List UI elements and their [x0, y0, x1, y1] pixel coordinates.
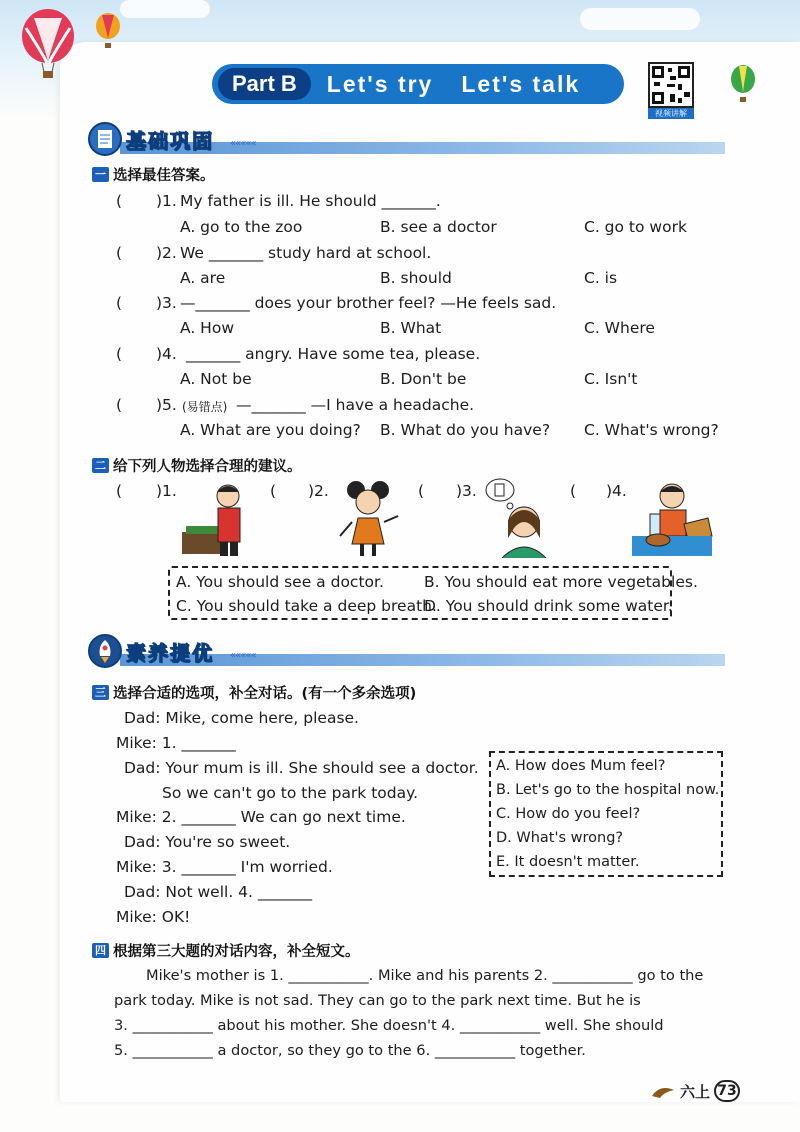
dialogue-line: So we can't go to the park today. [162, 784, 418, 802]
question-number: )5. [156, 396, 177, 414]
error-prone-tag: (易错点) [182, 400, 228, 414]
question-4-heading: 四 根据第三大题的对话内容，补全短文。 [92, 940, 360, 961]
dialogue-option: A. How does Mum feel? [496, 758, 666, 774]
lesson-title-try: Let's try [326, 70, 434, 97]
hot-air-balloon-icon [728, 64, 758, 106]
answer-paren-open[interactable]: ( [116, 482, 123, 500]
option-c: C. go to work [584, 218, 687, 236]
section-title-advanced: 素养提优 [126, 641, 214, 665]
dialogue-option: D. What's wrong? [496, 830, 624, 846]
boy-holding-plate-illustration [180, 478, 250, 558]
option-a: A. How [180, 319, 235, 337]
boy-eating-meat-illustration [628, 478, 714, 558]
dialogue-line: Dad: Your mum is ill. She should see a doctor. [124, 759, 479, 777]
option-c: C. What's wrong? [584, 421, 719, 439]
picture-number: )4. [606, 482, 627, 500]
dialogue-line: Dad: Mike, come here, please. [124, 709, 359, 727]
suggestion-option: C. You should take a deep breath. [176, 597, 437, 615]
dialogue-line: Dad: You're so sweet. [124, 833, 291, 851]
page-footer [650, 1080, 740, 1102]
girl-crying-illustration [336, 478, 402, 558]
dialogue-option: E. It doesn't matter. [496, 854, 640, 870]
picture-number: )2. [308, 482, 329, 500]
option-a: A. go to the zoo [180, 218, 303, 236]
answer-paren-open[interactable]: ( [116, 294, 123, 312]
answer-paren-open[interactable]: ( [116, 244, 123, 262]
hot-air-balloon-icon [14, 8, 84, 80]
section-title-basic: 基础巩固 [126, 129, 214, 153]
page-number: 73 [714, 1080, 740, 1102]
option-c: C. Where [584, 319, 655, 337]
passage-line: 3. ___________ about his mother. She doesn't 4. ___________ well. She should [114, 1017, 664, 1034]
option-b: B. What [380, 319, 442, 337]
hot-air-balloon-icon [92, 12, 124, 50]
answer-paren-open[interactable]: ( [570, 482, 577, 500]
question-stem: We _______ study hard at school. [180, 244, 432, 262]
question-number: )3. [156, 294, 177, 312]
passage-line: park today. Mike is not sad. They can go to the park next time. But he is [114, 992, 641, 1009]
lesson-title-talk: Let's talk [461, 70, 581, 97]
question-number: )2. [156, 244, 177, 262]
picture-number: )1. [156, 482, 177, 500]
option-b: B. see a doctor [380, 218, 497, 236]
option-b: B. Don't be [380, 370, 467, 388]
passage-line: 5. ___________ a doctor, so they go to the 6. ___________ together. [114, 1042, 586, 1059]
question-stem: —_______ does your brother feel? —He feels sad. [180, 294, 557, 312]
dialogue-line: Mike: 2. _______ We can go next time. [116, 808, 406, 826]
dialogue-line: Mike: 1. _______ [116, 734, 236, 752]
suggestion-option: A. You should see a doctor. [176, 573, 384, 591]
suggestion-option: B. You should eat more vegetables. [424, 573, 698, 591]
lesson-header [212, 64, 624, 104]
question-stem: —_______ —I have a headache. [236, 396, 475, 414]
dots-decoration: ««««« [230, 650, 256, 661]
suggestion-option: D. You should drink some water. [424, 597, 673, 615]
question-stem: My father is ill. He should _______. [180, 192, 441, 210]
bird-icon [650, 1082, 676, 1100]
answer-paren-open[interactable]: ( [116, 345, 123, 363]
cloud-decoration [580, 8, 700, 30]
dialogue-option: B. Let's go to the hospital now. [496, 782, 720, 798]
option-a: A. are [180, 269, 226, 287]
question-2-heading: 二 给下列人物选择合理的建议。 [92, 455, 302, 476]
dots-decoration: ««««« [230, 138, 256, 149]
question-number: )4. [156, 345, 177, 363]
part-label: Part B [218, 68, 311, 100]
option-b: B. should [380, 269, 452, 287]
answer-paren-open[interactable]: ( [270, 482, 277, 500]
question-number: )1. [156, 192, 177, 210]
girl-thinking-illustration [480, 476, 550, 558]
answer-paren-open[interactable]: ( [418, 482, 425, 500]
dialogue-line: Mike: 3. _______ I'm worried. [116, 858, 333, 876]
answer-paren-open[interactable]: ( [116, 396, 123, 414]
dialogue-option: C. How do you feel? [496, 806, 641, 822]
picture-number: )3. [456, 482, 477, 500]
notebook-icon [88, 122, 122, 156]
option-c: C. is [584, 269, 618, 287]
answer-paren-open[interactable]: ( [116, 192, 123, 210]
option-a: A. Not be [180, 370, 252, 388]
qr-code-icon[interactable] [648, 62, 694, 108]
option-b: B. What do you have? [380, 421, 551, 439]
cloud-decoration [120, 0, 210, 18]
question-stem: _______ angry. Have some tea, please. [186, 345, 481, 363]
dialogue-line: Mike: OK! [116, 908, 191, 926]
qr-caption: 视频讲解 [648, 108, 694, 119]
passage-line: Mike's mother is 1. ___________. Mike and his parents 2. ___________ go to the [146, 967, 704, 984]
question-1-heading: 一 选择最佳答案。 [92, 164, 215, 185]
question-3-heading: 三 选择合适的选项，补全对话。(有一个多余选项) [92, 682, 416, 703]
option-a: A. What are you doing? [180, 421, 361, 439]
dialogue-line: Dad: Not well. 4. _______ [124, 883, 313, 901]
grade-label: 六上 [680, 1082, 711, 1101]
rocket-icon [88, 634, 122, 668]
option-c: C. Isn't [584, 370, 638, 388]
